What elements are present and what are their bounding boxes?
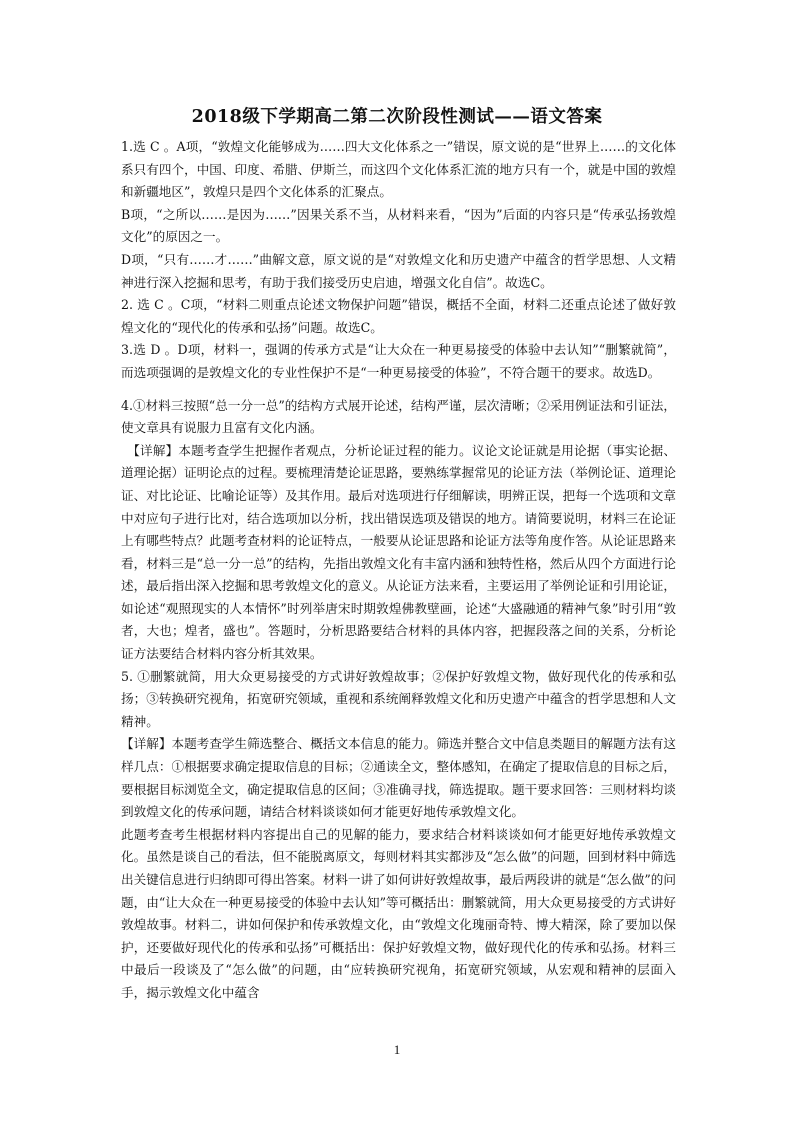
answer-4: 4.①材料三按照“总一分一总”的结构方式展开论述，结构严谨，层次清晰；②采用例证法和引证法，使文章具有说服力且富有文化内涵。 [121, 397, 676, 436]
spacer [121, 385, 676, 395]
page-number: 1 [393, 1042, 401, 1057]
answer-1: 1.选 C 。A项，“敦煌文化能够成为……四大文化体系之一”错误，原文说的是“世界上……的文化体系只有四个，中国、印度、希腊、伊斯兰，而这四个文化体系汇流的地方只有一个，就是中国的敦煌和新疆地区”，敦煌只是四个文化体系的汇聚点。 [121, 139, 676, 200]
answer-2: 2. 选 C 。C项，“材料二则重点论述文物保护问题”错误，概括不全面，材料二还重点论述了做好敦煌文化的“现代化的传承和弘扬”问题。故选C。 [121, 297, 676, 335]
answer-body [121, 136, 676, 1005]
page-title: 2018级下学期高二第二次阶段性测试——语文答案 [191, 107, 603, 127]
answer-1-option-b: B项，“之所以……是因为……”因果关系不当，从材料来看，“因为”后面的内容只是“传承弘扬敦煌文化”的原因之一。 [121, 206, 676, 245]
answer-5-detail: 【详解】本题考查学生筛选整合、概括文本信息的能力。筛选并整合文中信息类题目的解题方法有这样几点：①根据要求确定提取信息的目标；②通读全文，整体感知，在确定了提取信息的目标之后，要根据目标浏览全文，确定提取信息的区间；③准确寻找，筛选提取。题干要求回答：三则材料均谈到敦煌文化的传承问题，请结合材料谈谈如何才能更好地传承敦煌文化。 [121, 736, 676, 820]
answer-4-detail: 【详解】本题考查学生把握作者观点，分析论证过程的能力。议论文论证就是用论据（事实论据、道理论据）证明论点的过程。要梳理清楚论证思路，要熟练掌握常见的论证方法（举例论证、道理论证、对比论证、比喻论证等）及其作用。最后对选项进行仔细解读，明辨正误，把每一个选项和文章中对应句子进行比对，结合选项加以分析，找出错误选项及错误的地方。请简要说明，材料三在论证上有哪些特点？此题考查材料的论证特点，一般要从论证思路和论证方法等角度作答。从论证思路来看，材料三是“总一分一总”的结构，先指出敦煌文化有丰富内涵和独特性格，然后从四个方面进行论述，最后指出深入挖掘和思考敦煌文化的意义。从论证方法来看，主要运用了举例论证和引用论证，如论述“观照现实的人本情怀”时列举唐宋时期敦煌佛教壁画，论述“大盛融通的精神气象”时引用“敦者，大也；煌者，盛也”。答题时，分析思路要结合材料的具体内容，把握段落之间的关系，分析论证方法要结合材料内容分析其效果。 [121, 442, 676, 662]
answer-5: 5. ①删繁就简，用大众更易接受的方式讲好敦煌故事；②保护好敦煌文物，做好现代化的传承和弘扬；③转换研究视角，拓宽研究领域，重视和系统阐释敦煌文化和历史遗产中蕴含的哲学思想和人文精神。 [121, 668, 676, 729]
answer-5-analysis: 此题考查考生根据材料内容提出自己的见解的能力，要求结合材料谈谈如何才能更好地传承敦煌文化。虽然是谈自己的看法，但不能脱离原文，每则材料其实都涉及“怎么做”的问题，回到材料中筛选出关键信息进行归纳即可得出答案。材料一讲了如何讲好敦煌故事，最后两段讲的就是“怎么做”的问题，由“让大众在一种更易接受的体验中去认知”等可概括出：删繁就简，用大众更易接受的方式讲好敦煌故事。材料二，讲如何保护和传承敦煌文化，由“敦煌文化瑰丽奇特、博大精深，除了要加以保护，还要做好现代化的传承和弘扬”可概括出：保护好敦煌文物，做好现代化的传承和弘扬。材料三中最后一段谈及了“怎么做”的问题，由“应转换研究视角，拓宽研究领域，从宏观和精神的层面入手，揭示敦煌文化中蕴含 [121, 826, 676, 1000]
answer-1-option-d: D项，“只有……才……”曲解文意，原文说的是“对敦煌文化和历史遗产中蕴含的哲学思想、人文精神进行深入挖掘和思考，有助于我们接受历史启迪，增强文化自信”。故选C。 [121, 251, 676, 290]
answer-3: 3.选 D 。D项，材料一，强调的传承方式是“让大众在一种更易接受的体验中去认知”“删繁就简”，而选项强调的是敦煌文化的专业性保护不是“一种更易接受的体验”，不符合题干的要求。故选D。 [121, 342, 676, 380]
